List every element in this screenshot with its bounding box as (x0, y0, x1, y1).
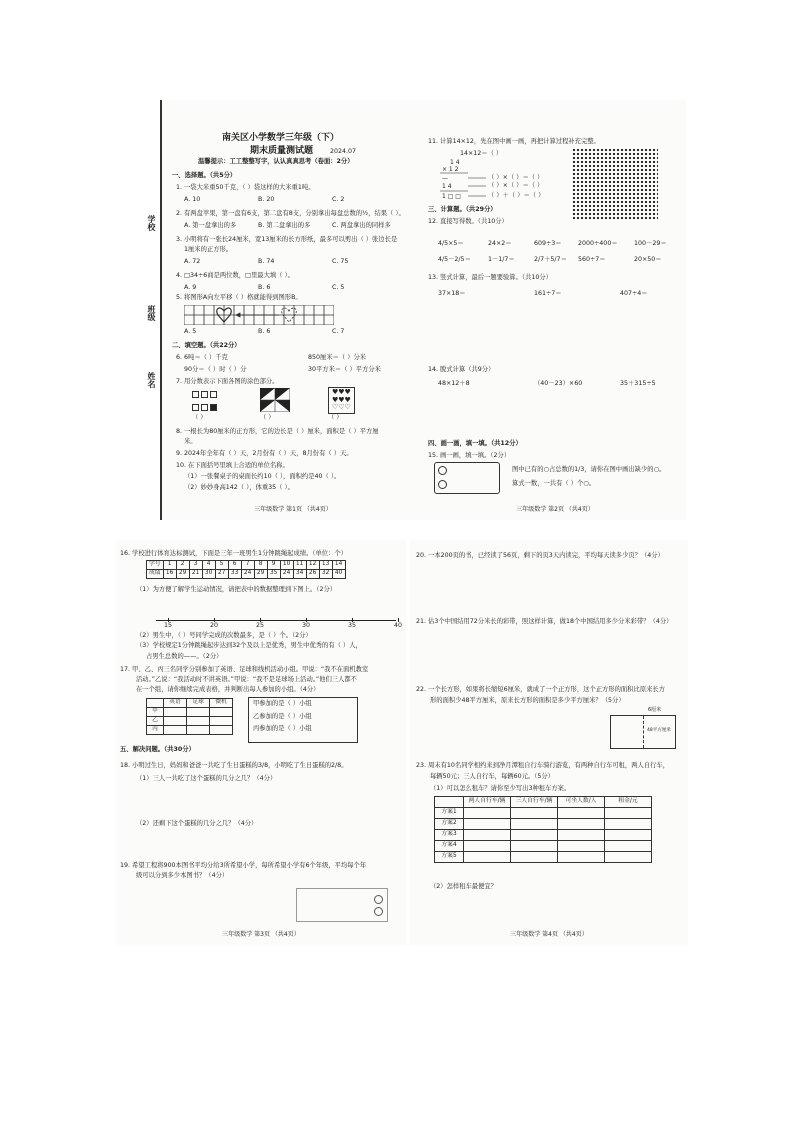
section-3-heading: 三、计算题。（共29分） (428, 206, 497, 213)
page-4-footer: 三年级数学 第4页 （共4页） (510, 930, 588, 938)
q13-item-1: 37×18＝ (438, 290, 466, 297)
question-23b: （2）怎样租车最便宜？ (430, 883, 497, 890)
table-cell-score: 30 (202, 570, 215, 579)
table-cell[interactable] (558, 852, 605, 863)
table-cell[interactable] (511, 830, 558, 841)
table-cell-id: 2 (176, 561, 189, 570)
question-11: 11. 计算14×12，先在图中画一画，再把计算过程补充完整。 (428, 138, 600, 145)
table-row (435, 808, 652, 819)
table-cell[interactable] (464, 852, 511, 863)
q12-r1-c4: 2000÷400＝ (578, 240, 618, 247)
q2-option-c: C. 两盘拿出的同样多 (332, 222, 391, 229)
question-3: 3. 小明将有一张长24厘米，宽13厘米的长方形纸，最多可以剪出（ ）张边长是 (176, 236, 398, 243)
table-row-header: 方案2 (435, 819, 464, 830)
q7-figure-squares (192, 391, 219, 414)
table-header: 学号 (147, 561, 164, 570)
exam-page-3 (116, 540, 406, 945)
table-cell-score: 24 (241, 570, 254, 579)
q22-rectangle-figure (610, 715, 676, 749)
q3-option-a: A. 72 (184, 258, 201, 265)
q7-figure-hearts: ♥♥♥ ♥♥♥ ♡♡♡ (328, 387, 355, 414)
exam-page-4 (410, 540, 688, 945)
table-cell-score: 27 (215, 570, 228, 579)
axis-tick-label: 25 (256, 622, 265, 629)
q3-option-c: C. 75 (332, 258, 349, 265)
q14-item-2: （40－23）×60 (534, 380, 583, 387)
table-cell-id: 8 (254, 561, 267, 570)
q17-answer-2: 乙参加的是（ ）小组 (253, 712, 312, 720)
q14-item-1: 48×12＋8 (438, 380, 470, 387)
q4-option-c: C. 5 (332, 284, 345, 291)
q2-text: 2. 有两盘苹果，第一盘有6支，第二盘有8支，分别拿出每盘总数的 (176, 210, 363, 217)
table-cell[interactable] (558, 808, 605, 819)
number-line (156, 620, 396, 621)
table-cell-id: 11 (293, 561, 306, 570)
table-cell-score: 33 (228, 570, 241, 579)
q1-option-b: B. 20 (258, 196, 275, 203)
side-label-school: 学校 (147, 215, 156, 231)
table-cell-score: 16 (163, 570, 176, 579)
q15-text-a: 图中已有的○占总数的1/3，请你在图中画出缺少的○。 (512, 466, 666, 473)
circle-shape (374, 895, 383, 904)
q17-logic-table (146, 698, 233, 735)
question-18b: （2）还剩下这个蛋糕的几分之几？（4分） (136, 820, 258, 827)
table-cell-id: 1 (163, 561, 176, 570)
table-cell-score: 35 (267, 570, 280, 579)
q12-r2-c3: 2/7＋5/7＝ (534, 256, 567, 263)
q13-item-2: 161÷7＝ (534, 290, 562, 297)
question-21: 21. 估3个中国结用72分米长的彩带，照这样计算，做18个中国结用多少分米彩带？（4分） (416, 618, 673, 625)
exam-subtitle: 期末质量测试题 (250, 146, 314, 156)
exam-title: 南关区小学数学三年级（下） (222, 133, 340, 143)
question-23-cont: 每辆50元；三人自行车，每辆60元。（5分） (430, 773, 554, 780)
q12-r2-c2: 1－1/7＝ (488, 256, 515, 263)
q12-r1-c5: 100－29＝ (634, 240, 667, 247)
question-6b: 850厘米＝（ ）分米 (308, 354, 367, 361)
axis-tick-label: 15 (164, 622, 173, 629)
q11-line-d: （ ）＋（ ）＝（ ） (488, 192, 545, 199)
table-cell[interactable] (164, 726, 187, 735)
table-cell-score: 29 (254, 570, 267, 579)
question-19: 19. 希望工程将900本图书平均分给3所希望小学，每所希望小学有6个年级，平均每个年 (120, 862, 367, 869)
table-row-header: 方案1 (435, 808, 464, 819)
question-20: 20. 一本200页的书，已经读了56页，剩下的页3天内读完，平均每天读多少页？（4分） (416, 552, 664, 559)
table-cell[interactable] (210, 726, 233, 735)
q7-figure-triangles (260, 388, 290, 412)
circle-shape (438, 480, 447, 489)
table-cell-id: 10 (280, 561, 293, 570)
circle-shape (438, 466, 447, 475)
svg-text:1 □ □: 1 □ □ (442, 193, 461, 200)
question-1: 1. 一袋大米重50千克，（ ）袋这样的大米重1吨。 (176, 184, 315, 191)
question-10: 10. 在下面括号里填上合适的单位名称。 (176, 462, 289, 469)
q12-r1-c2: 24×2＝ (488, 240, 512, 247)
table-cell[interactable] (164, 717, 187, 726)
table-cell-id: 9 (267, 561, 280, 570)
question-22-cont: 形的面积少48平方厘米，原来长方形的面积是多少平方厘米？（5分） (430, 697, 625, 704)
table-row (435, 830, 652, 841)
table-cell-score: 21 (189, 570, 202, 579)
table-row (435, 841, 652, 852)
table-cell[interactable] (605, 841, 652, 852)
axis-tick-label: 35 (348, 622, 357, 629)
question-18a: （1）三人一共吃了这个蛋糕的几分之几？（4分） (136, 775, 277, 782)
table-header (435, 797, 464, 808)
exam-hint: 温馨提示：工工整整写字，认认真真思考（卷面：2分） (198, 158, 354, 165)
table-cell[interactable] (210, 708, 233, 717)
question-17-cont1: 活动。”乙说：“我活动时不讲英语。”甲说：“我不是足球场上活动。”他们三人都不 (136, 676, 357, 683)
table-header: 可坐人数/人 (558, 797, 605, 808)
q12-r2-c4: 560÷7＝ (578, 256, 606, 263)
svg-text:× 1 2: × 1 2 (442, 166, 459, 173)
translation-grid-figure (184, 305, 334, 325)
stamp-box (296, 888, 388, 922)
fraction-one-half: ½ (362, 210, 369, 217)
q12-r2-c5: 20×50＝ (634, 256, 662, 263)
table-header: 租金/元 (605, 797, 652, 808)
axis-tick-label: 40 (394, 622, 403, 629)
q2-option-b: B. 第二盘拿出的多 (258, 222, 311, 229)
table-cell[interactable] (605, 808, 652, 819)
q1-option-c: C. 2 (332, 196, 345, 203)
q5-option-a: A. 5 (184, 328, 197, 335)
table-cell-score: 34 (293, 570, 306, 579)
q17-answer-3: 丙参加的是（ ）小组 (253, 725, 312, 732)
page-1-footer: 三年级数学 第1页 （共4页） (254, 505, 332, 513)
table-corner (147, 699, 164, 708)
question-8: 8. 一根长为80厘米的正方形，它的边长是（ ）厘米，面积是（ ）平方厘 (176, 428, 379, 435)
question-5: 5. 将图形A向左平移（ ）格就能得到图形B。 (176, 294, 302, 301)
table-cell[interactable] (511, 819, 558, 830)
q22-area-label: 48平方厘米 (647, 728, 671, 733)
q2-option-a: A. 第一盘拿出的多 (184, 222, 237, 229)
question-6d: 30平方米＝（ ）平方分米 (308, 366, 381, 373)
table-row-header: 方案5 (435, 852, 464, 863)
q15-text-b: 算式一数，一共有（ ）个○。 (512, 480, 596, 487)
table-cell-id: 12 (306, 561, 319, 570)
q11-line-a: 14×12＝（ ） (460, 150, 503, 157)
question-6c: 90分＝（ ）时（ ）分 (184, 366, 247, 373)
svg-text:—: — (442, 175, 448, 182)
table-cell[interactable] (187, 708, 210, 717)
question-18: 18. 小明过生日，妈妈和爸爸一共吃了生日蛋糕的3/8，小明吃了生日蛋糕的2/8。 (120, 762, 348, 769)
divider-line (643, 716, 644, 748)
table-cell-id: 7 (241, 561, 254, 570)
question-19-cont: 级可以分到多少本图书？（4分） (136, 872, 229, 879)
q16-part-1: （1）为方便了解学生运动情况，请把表中的数据整理到下图上。（2分） (136, 586, 337, 593)
table-cell-id: 3 (189, 561, 202, 570)
table-header: 足球 (187, 699, 210, 708)
question-8-cont: 米。 (184, 438, 197, 445)
q23-rental-table (434, 796, 652, 863)
q2-tail: ，结果（ ）。 (368, 210, 405, 217)
table-cell[interactable] (464, 841, 511, 852)
page-3-footer: 三年级数学 第3页 （共4页） (222, 930, 300, 938)
dot-array-grid (572, 148, 658, 220)
table-row-header: 乙 (147, 717, 164, 726)
table-row-header: 方案3 (435, 830, 464, 841)
question-3-cont: 1厘米的正方形。 (184, 246, 233, 253)
exam-date: 2024.07 (330, 148, 357, 155)
q16-data-table (146, 560, 346, 579)
q11-line-b: （ ）×（ ）＝（ ） (488, 174, 544, 181)
q22-length-label: 6厘米 (648, 707, 662, 713)
question-23a: （1）可以怎么租车？请你至少写出3种租车方案。 (430, 785, 571, 792)
question-12: 12. 直接写得数。（共10分） (428, 218, 508, 225)
side-label-name: 姓名 (147, 372, 156, 388)
question-17-cont2: 在一个组，请你继续完成表格，并判断出每人参加的小组。（4分） (136, 686, 320, 693)
question-10b: （2）妙妙身高142（ ），体重35（ ）。 (184, 484, 294, 491)
table-cell-score: 40 (332, 570, 345, 579)
q7-blank-2[interactable]: （ ） (260, 414, 275, 421)
circle-shape (374, 907, 383, 916)
axis-tick-label: 20 (210, 622, 219, 629)
question-6a: 6. 6吨＝（ ）千克 (176, 354, 228, 361)
q14-item-3: 35＋315÷5 (620, 380, 656, 387)
q4-option-b: B. 6 (258, 284, 271, 291)
question-4: 4. □34÷6商是两位数，□里最大填（ ）。 (176, 272, 294, 279)
table-cell-id: 4 (202, 561, 215, 570)
q13-item-3: 407÷4＝ (620, 290, 648, 297)
table-cell[interactable] (558, 841, 605, 852)
svg-text:1 4: 1 4 (442, 183, 452, 190)
table-row (435, 852, 652, 863)
table-cell-id: 13 (319, 561, 332, 570)
table-cell[interactable] (511, 841, 558, 852)
table-cell[interactable] (187, 717, 210, 726)
table-cell[interactable] (605, 830, 652, 841)
table-header: 两人自行车/辆 (464, 797, 511, 808)
page-2-footer: 三年级数学 第2页 （共4页） (516, 505, 594, 513)
q17-answer-1: 甲参加的是（ ）小组 (253, 700, 312, 707)
table-header: 三人自行车/辆 (511, 797, 558, 808)
table-cell[interactable] (464, 819, 511, 830)
question-10a: （1）一张餐桌子的桌面长约10（ ），面积约是40（ ）。 (184, 473, 341, 480)
q15-circle-box (434, 462, 500, 494)
q1-option-a: A. 10 (184, 196, 201, 203)
question-13: 13. 竖式计算，最后一题要验算。（共10分） (428, 274, 552, 281)
table-cell[interactable] (511, 808, 558, 819)
svg-text:1 4: 1 4 (450, 159, 460, 166)
table-header: 英语 (164, 699, 187, 708)
question-14: 14. 脱式计算（共9分） (428, 366, 495, 373)
table-cell[interactable] (210, 717, 233, 726)
q16-part-2: （2）男生中，（ ）号同学完成的次数最多，是（ ）个。（2分） (136, 632, 312, 639)
q7-blank-1[interactable]: （ ） (192, 414, 207, 421)
q12-r1-c3: 609÷3＝ (534, 240, 562, 247)
table-cell-id: 6 (228, 561, 241, 570)
section-5-heading: 五、解决问题。（共30分） (120, 746, 195, 753)
table-cell-score: 24 (280, 570, 293, 579)
table-cell-score: 29 (176, 570, 189, 579)
q11-line-c: （ ）×（ ）＝（ ） (488, 182, 544, 189)
q7-blank-3[interactable]: （ ） (328, 414, 343, 421)
table-row (435, 819, 652, 830)
table-cell[interactable] (605, 819, 652, 830)
table-cell[interactable] (558, 819, 605, 830)
q11-vertical-calc (428, 158, 488, 200)
table-cell[interactable] (187, 726, 210, 735)
question-17: 17. 甲、乙、丙三名同学分别参加了英语、足球和线机活动小组。甲说：“我不在面机教室 (120, 666, 369, 673)
exam-page-1 (160, 100, 424, 520)
table-cell[interactable] (464, 830, 511, 841)
side-label-class: 班级 (147, 305, 156, 321)
section-1-heading: 一、选择题。（共5分） (172, 172, 237, 179)
table-cell[interactable] (605, 852, 652, 863)
q5-option-b: B. 6 (258, 328, 271, 335)
question-2 (176, 210, 405, 219)
table-cell[interactable] (511, 852, 558, 863)
q16-part-3-cont: 占男生总数的——。（2分） (146, 653, 223, 660)
q12-r1-c1: 4/5×5＝ (438, 240, 464, 247)
table-cell-id: 5 (215, 561, 228, 570)
table-cell[interactable] (558, 830, 605, 841)
table-row-header: 方案4 (435, 841, 464, 852)
question-9: 9. 2024年全年有（ ）天，2月份有（ ）天，8月份有（ ）天。 (176, 450, 353, 457)
q3-option-b: B. 74 (258, 258, 275, 265)
question-7: 7. 用分数表示下面各图的涂色部分。 (176, 378, 279, 385)
table-row-header: 丙 (147, 726, 164, 735)
table-cell-id: 14 (332, 561, 345, 570)
exam-page-2 (424, 100, 686, 520)
table-header: 微机 (210, 699, 233, 708)
q16-part-3: （3）学校规定1分钟跳绳起步达到32个及以上是优秀，男生中优秀的有（ ）人， (136, 642, 362, 649)
section-2-heading: 二、填空题。（共22分） (172, 342, 241, 349)
q4-option-a: A. 9 (184, 284, 197, 291)
q17-answer-box (248, 697, 358, 743)
q12-r2-c1: 4/5－2/5＝ (438, 256, 471, 263)
table-row-header: 甲 (147, 708, 164, 717)
table-cell-score: 32 (319, 570, 332, 579)
question-15: 15. 画一画，填一填。（2分） (428, 452, 511, 459)
section-4-heading: 四、画一画，填一填。（共12分） (428, 440, 522, 447)
question-23: 23. 周末有10名同学相约来到净月潭租自行车骑行游览，有两种自行车可租，两人自行车， (416, 762, 670, 769)
table-cell[interactable] (164, 708, 187, 717)
table-cell[interactable] (464, 808, 511, 819)
q5-option-c: C. 7 (332, 328, 345, 335)
question-16: 16. 学校进行体育达标测试，下面是三年一班男生1分钟跳绳起成绩。（单位：个） (120, 550, 347, 557)
table-cell-score: 26 (306, 570, 319, 579)
axis-tick-label: 30 (302, 622, 311, 629)
question-22: 22. 一个长方形，如果将长缩短6厘米，就成了一个正方形，这个正方形的面积比原来长方 (416, 686, 666, 693)
table-header: 成绩 (147, 570, 164, 579)
